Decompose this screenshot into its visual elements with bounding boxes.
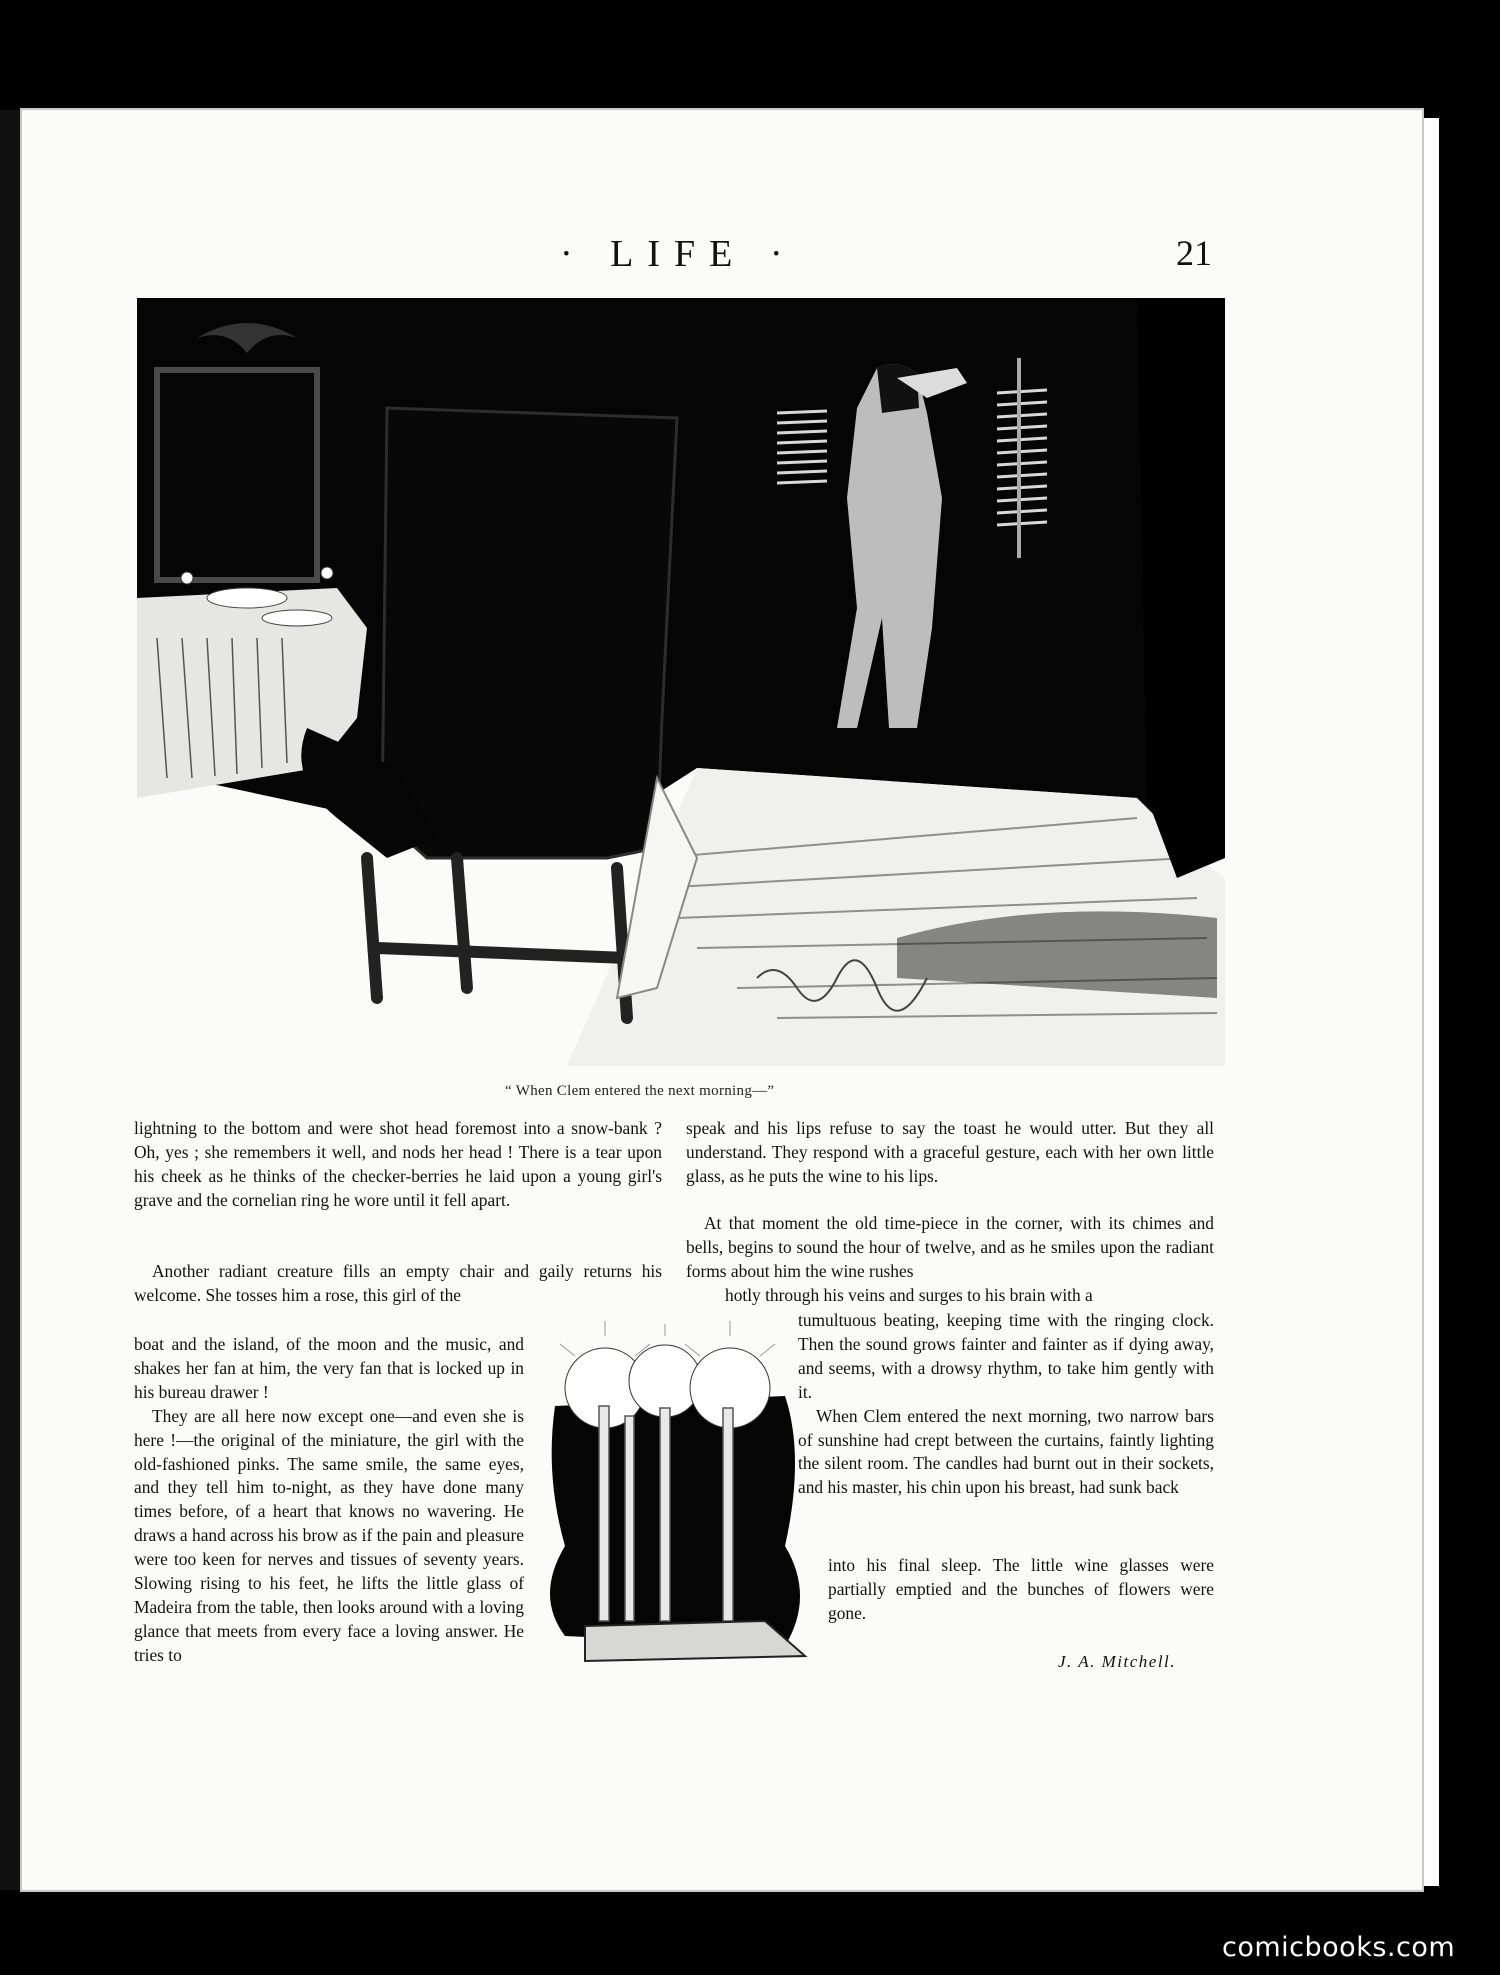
paragraph: speak and his lips refuse to say the toast he would utter. But they all understand. They respond with a graceful gesture, each with her own little glass, as he puts the wine to his lips. (686, 1118, 1214, 1186)
text-block (134, 1117, 662, 1213)
text-block (725, 1284, 1214, 1308)
masthead-title: · LIFE · (560, 233, 797, 275)
text-block (686, 1212, 1214, 1284)
illustration-clem-room (137, 298, 1225, 1066)
paragraph: Another radiant creature fills an empty chair and gaily returns his welcome. She tosses him a rose, this girl of the (134, 1261, 662, 1305)
paragraph: into his final sleep. The little wine glasses were partially emptied and the bunches of flowers were gone. (828, 1555, 1214, 1623)
text-block (828, 1554, 1214, 1626)
text-block (798, 1309, 1214, 1500)
text-block (134, 1260, 662, 1308)
source-watermark: comicbooks.com (1222, 1932, 1456, 1963)
paragraph: lightning to the bottom and were shot head foremost into a snow-bank ? Oh, yes ; she remembers it well, and nods her head ! There is a tear upon his cheek as he thinks of the checker-berries he laid upon a young girl's grave and the cornelian ring he wore until it fell apart. (134, 1118, 662, 1210)
illustration-caption: “ When Clem entered the next morning—” (505, 1083, 775, 1099)
candles-illustration (525, 1296, 825, 1678)
text-block (686, 1117, 1214, 1189)
paragraph: They are all here now except one—and even she is here !—the original of the miniature, the girl with the old-fashioned pinks. The same smile, the same eyes, and they tell him to-night, as they have done many times before, of a heart that knows no wavering. He draws a hand across his brow as if the pain and pleasure were too keen for nerves and tissues of seventy years. Slowing rising to his feet, he lifts the little glass of Madeira from the table, then looks around with a loving glance that meets from every face a loving answer. He tries to (134, 1405, 524, 1665)
paragraph: At that moment the old time-piece in the corner, with its chimes and bells, begins to sound the hour of twelve, and as he smiles upon the radiant forms about him the wine rushes (686, 1213, 1214, 1281)
paragraph: When Clem entered the next morning, two narrow bars of sunshine had crept between the curtains, faintly lighting the silent room. The candles had burnt out in their sockets, and his master, his chin upon his breast, had sunk back (798, 1405, 1214, 1498)
paragraph: tumultuous beating, keeping time with the ringing clock. Then the sound grows fainter and fainter as if dying away, and seems, with a drowsy rhythm, to take him gently with it. (798, 1310, 1214, 1402)
paragraph: boat and the island, of the moon and the music, and shakes her fan at him, the very fan that is locked up in his bureau drawer ! (134, 1334, 524, 1402)
page-number: 21 (1176, 233, 1212, 273)
author-signature: J. A. Mitchell. (1058, 1652, 1177, 1671)
paragraph: hotly through his veins and surges to his brain with a (725, 1285, 1093, 1305)
facing-page-edge (0, 110, 24, 1890)
text-block (134, 1333, 524, 1668)
